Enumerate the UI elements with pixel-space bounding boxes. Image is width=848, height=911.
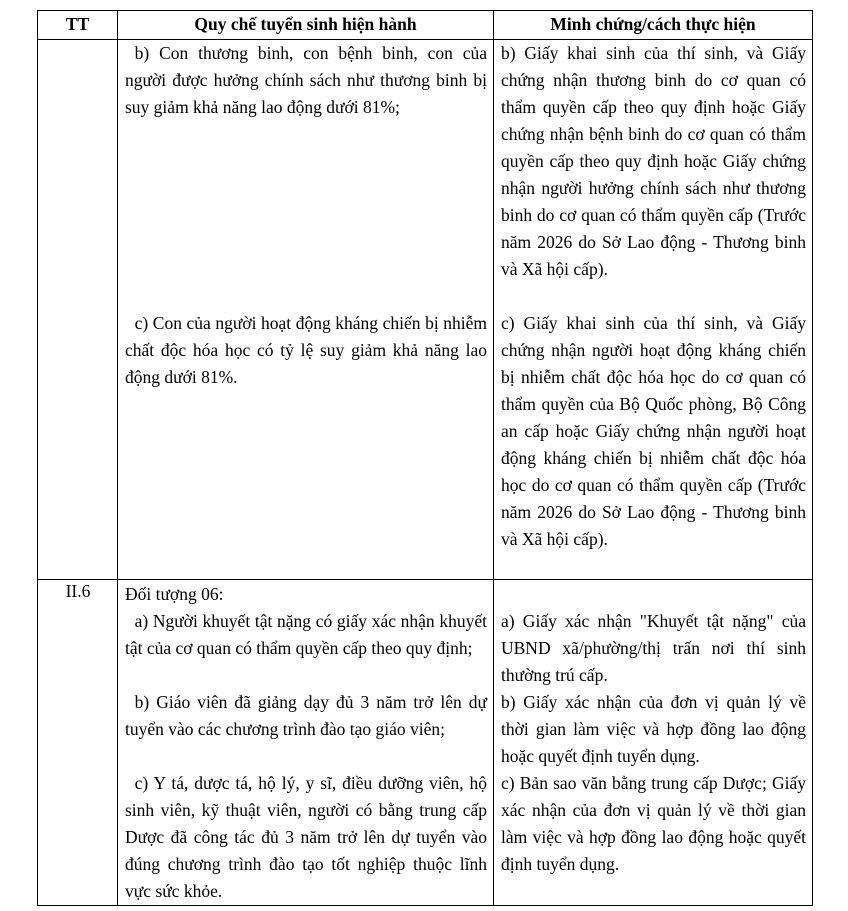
rule-item-c: c) Con của người hoạt động kháng chiến bị nhiễm chất độc hóa học có tỷ lệ suy giảm khả năng lao động dưới 81%. bbox=[125, 313, 487, 387]
header-evidence: Minh chứng/cách thực hiện bbox=[550, 14, 756, 34]
column-divider-1 bbox=[117, 11, 118, 905]
evidence-item-b: b) Giấy khai sinh của thí sinh, và Giấy chứng nhận thương binh do cơ quan có thẩm quyền cấp theo quy định hoặc Giấy chứng nhận bệnh binh do cơ quan có thẩm quyền cấp theo quy định hoặc Giấy chứng nhận người hưởng chính sách như thương binh do cơ quan có thẩm quyền cấp (Trước năm 2026 do Sở Lao động - Thương binh và Xã hội cấp). bbox=[501, 43, 806, 279]
rule-title: Đối tượng 06: bbox=[125, 584, 224, 604]
rule-item-b: b) Giáo viên đã giảng dạy đủ 3 năm trở lên dự tuyển vào các chương trình đào tạo giáo viên; bbox=[125, 692, 487, 739]
regulation-table bbox=[37, 10, 813, 906]
rule-item-c: c) Y tá, dược tá, hộ lý, y sĩ, điều dưỡng viên, hộ sinh viên, kỹ thuật viên, người có bằng trung cấp Dược đã công tác đủ 3 năm trở lên dự tuyển vào đúng chương trình đào tạo tốt nghiệp thuộc lĩnh vực sức khỏe. bbox=[125, 773, 487, 901]
rule-item-a: a) Người khuyết tật nặng có giấy xác nhận khuyết tật của cơ quan có thẩm quyền cấp theo quy định; bbox=[125, 611, 487, 658]
evidence-item-c: c) Giấy khai sinh của thí sinh, và Giấy chứng nhận người hoạt động kháng chiến bị nhiễm chất độc hóa học do cơ quan có thẩm quyền của Bộ Quốc phòng, Bộ Công an cấp hoặc Giấy chứng nhận người hoạt động kháng chiến bị nhiễm chất độc hóa học do cơ quan có thẩm quyền cấp (Trước năm 2026 do Sở Lao động - Thương binh và Xã hội cấp). bbox=[501, 313, 806, 549]
evidence-item-a: a) Giấy xác nhận "Khuyết tật nặng" của UBND xã/phường/thị trấn nơi thí sinh thường trú cấp. bbox=[501, 611, 806, 685]
row-divider bbox=[38, 579, 812, 580]
evidence-item-b: b) Giấy xác nhận của đơn vị quản lý về thời gian làm việc và hợp đồng lao động hoặc quyết định tuyển dụng. bbox=[501, 692, 806, 766]
header-tt: TT bbox=[65, 14, 90, 34]
row-number: II.6 bbox=[65, 581, 91, 601]
column-divider-2 bbox=[493, 11, 494, 905]
evidence-item-c: c) Bản sao văn bằng trung cấp Dược; Giấy xác nhận của đơn vị quản lý về thời gian làm việc và hợp đồng lao động hoặc quyết định tuyển dụng. bbox=[501, 773, 806, 874]
header-rule: Quy chế tuyển sinh hiện hành bbox=[194, 14, 417, 34]
rule-item-b: b) Con thương binh, con bệnh binh, con của người được hưởng chính sách như thương binh bị suy giảm khả năng lao động dưới 81%; bbox=[125, 43, 487, 117]
